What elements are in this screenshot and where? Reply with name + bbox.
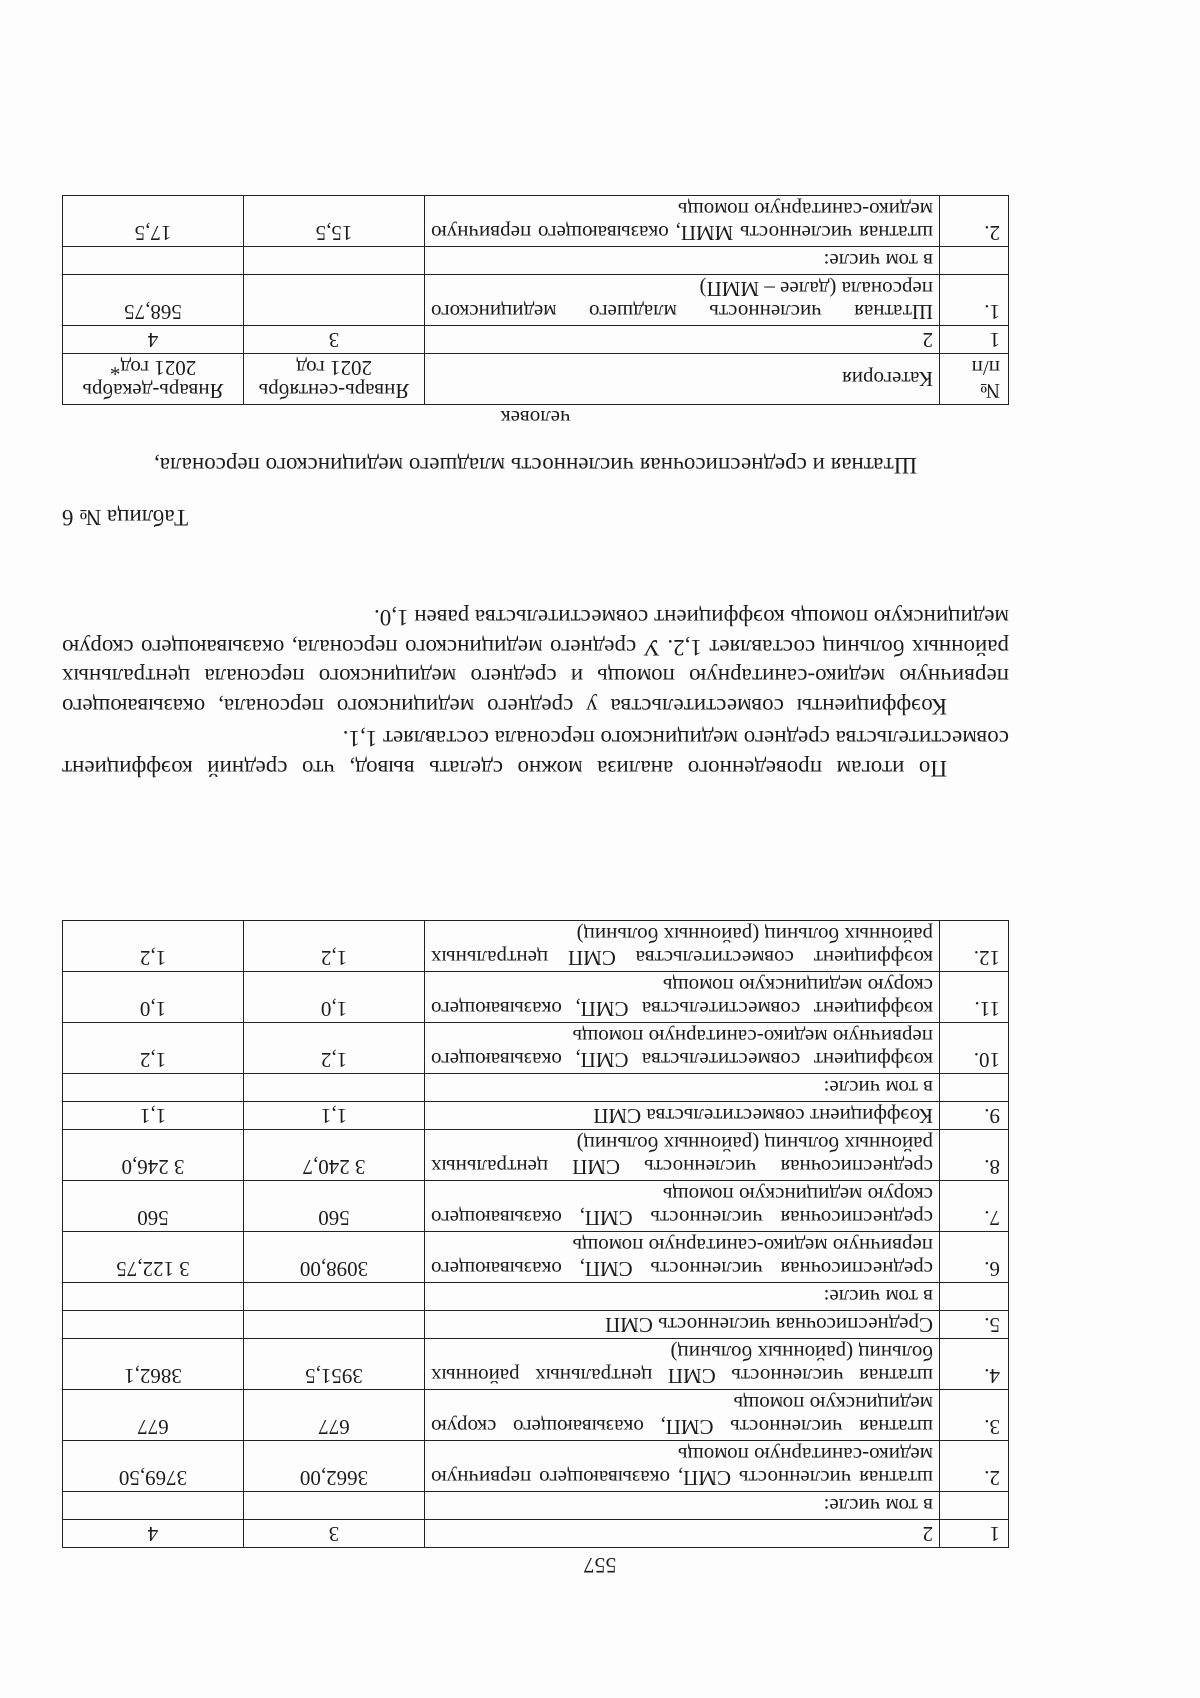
- table-index-row: [63, 326, 1009, 354]
- table-6-label: Таблица № 6: [62, 505, 189, 530]
- category-cell: в том числе:: [425, 1492, 940, 1520]
- row-number-cell: 7.: [940, 1181, 1009, 1232]
- index-cell: 4: [63, 1520, 244, 1548]
- conclusion-paragraph: По итогам проведенного анализа можно сделать вывод, что средний коэффициент совместительства среднего медицинского персонала составляет 1,1.: [62, 726, 1009, 781]
- table-row: [63, 1074, 1009, 1102]
- table-row: [63, 1339, 1009, 1390]
- header-period-2-cell: Январь-декабрь 2021 год*: [63, 354, 244, 405]
- category-cell: штатная численность СМП, оказывающего скорую медицинскую помощь: [425, 1390, 940, 1441]
- category-cell: Коэффициент совместительства СМП: [425, 1102, 940, 1130]
- category-cell: штатная численность СМП, оказывающего первичную медико-санитарную помощь: [425, 1441, 940, 1492]
- value-period-1-cell: 677: [244, 1390, 425, 1441]
- header-period-1-cell: Январь-сентябрь 2021 год: [244, 354, 425, 405]
- row-number-cell: 2.: [940, 196, 1009, 247]
- page-number: 557: [583, 1553, 617, 1578]
- row-number-cell: 11.: [940, 972, 1009, 1023]
- value-period-1-cell: 3 240,7: [244, 1130, 425, 1181]
- header-num-abbrev: п/п: [971, 356, 1000, 380]
- value-period-2-cell: 3862,1: [63, 1339, 244, 1390]
- table-row: [63, 275, 1009, 326]
- category-cell: коэффициент совместительства СМП, оказывающего первичную медико-санитарную помощь: [425, 1023, 940, 1074]
- category-cell: штатная численность ММП, оказывающего первичную медико-санитарную помощь: [425, 196, 940, 247]
- row-number-cell: 3.: [940, 1390, 1009, 1441]
- category-cell: в том числе:: [425, 1283, 940, 1311]
- table-row: [63, 1232, 1009, 1283]
- value-period-2-cell: 568,75: [63, 275, 244, 326]
- value-period-1-cell: 1,0: [244, 972, 425, 1023]
- table-row: [63, 1102, 1009, 1130]
- value-period-2-cell: 3 246,0: [63, 1130, 244, 1181]
- table-6-title: Штатная и среднесписочная численность младшего медицинского персонала,: [154, 453, 917, 478]
- index-cell: 1: [940, 1520, 1009, 1548]
- table-row: [63, 1441, 1009, 1492]
- value-period-2-cell: [63, 1492, 244, 1520]
- header-num-cell: [940, 354, 1009, 405]
- category-cell: коэффициент совместительства СМП центральных районных больниц (районных больниц): [425, 921, 940, 972]
- table-row: [63, 1492, 1009, 1520]
- value-period-1-cell: 15,5: [244, 196, 425, 247]
- coefficients-paragraph: Коэффициенты совместительства у среднего медицинского персонала, оказывающего первичную медико-санитарную помощь и среднего медицинского персонала центральных районных больниц составляет 1,2. У среднего медицинского персонала, оказывающего скорую медицинскую помощь коэффициент совместительства равен 1,0.: [62, 605, 1009, 719]
- value-period-1-cell: 3098,00: [244, 1232, 425, 1283]
- value-period-1-cell: 1,1: [244, 1102, 425, 1130]
- value-period-1-cell: [244, 1311, 425, 1339]
- category-cell: среднесписочная численность СМП центральных районных больниц (районных больниц): [425, 1130, 940, 1181]
- row-number-cell: 2.: [940, 1441, 1009, 1492]
- index-cell: 2: [425, 326, 940, 354]
- index-cell: 1: [940, 326, 1009, 354]
- value-period-2-cell: 3 122,75: [63, 1232, 244, 1283]
- row-number-cell: [940, 1492, 1009, 1520]
- value-period-2-cell: [63, 1074, 244, 1102]
- row-number-cell: [940, 1074, 1009, 1102]
- value-period-2-cell: [63, 247, 244, 275]
- index-cell: 2: [425, 1520, 940, 1548]
- value-period-2-cell: 1,0: [63, 972, 244, 1023]
- value-period-1-cell: [244, 1283, 425, 1311]
- table-row: [63, 1311, 1009, 1339]
- category-cell: среднесписочная численность СМП, оказывающего первичную медико-санитарную помощь: [425, 1232, 940, 1283]
- row-number-cell: 4.: [940, 1339, 1009, 1390]
- category-cell: Среднесписочная численность СМП: [425, 1311, 940, 1339]
- index-cell: 4: [63, 326, 244, 354]
- value-period-2-cell: [63, 1283, 244, 1311]
- row-number-cell: 8.: [940, 1130, 1009, 1181]
- value-period-1-cell: 1,2: [244, 1023, 425, 1074]
- table-row: [63, 196, 1009, 247]
- table-header-row: [63, 354, 1009, 405]
- row-number-cell: [940, 247, 1009, 275]
- table-6-unit: человек: [500, 406, 571, 430]
- junior-staff-table-body: [63, 196, 1009, 405]
- table-index-row: [63, 1520, 1009, 1548]
- value-period-1-cell: 1,2: [244, 921, 425, 972]
- value-period-2-cell: 17,5: [63, 196, 244, 247]
- value-period-2-cell: 3769,50: [63, 1441, 244, 1492]
- value-period-2-cell: 1,1: [63, 1102, 244, 1130]
- value-period-1-cell: [244, 247, 425, 275]
- row-number-cell: 5.: [940, 1311, 1009, 1339]
- value-period-2-cell: 677: [63, 1390, 244, 1441]
- value-period-1-cell: 3951,5: [244, 1339, 425, 1390]
- index-cell: 3: [244, 326, 425, 354]
- row-number-cell: 12.: [940, 921, 1009, 972]
- table-row: [63, 921, 1009, 972]
- table-row: [63, 972, 1009, 1023]
- value-period-2-cell: 1,2: [63, 1023, 244, 1074]
- table-row: [63, 1130, 1009, 1181]
- value-period-1-cell: [244, 275, 425, 326]
- category-cell: коэффициент совместительства СМП, оказывающего скорую медицинскую помощь: [425, 972, 940, 1023]
- table-row: [63, 1390, 1009, 1441]
- value-period-2-cell: 1,2: [63, 921, 244, 972]
- value-period-2-cell: 560: [63, 1181, 244, 1232]
- index-cell: 3: [244, 1520, 425, 1548]
- table-row: [63, 1181, 1009, 1232]
- category-cell: штатная численность СМП центральных районных больниц (районных больниц): [425, 1339, 940, 1390]
- row-number-cell: 10.: [940, 1023, 1009, 1074]
- value-period-1-cell: [244, 1492, 425, 1520]
- row-number-cell: 9.: [940, 1102, 1009, 1130]
- category-cell: среднесписочная численность СМП, оказывающего скорую медицинскую помощь: [425, 1181, 940, 1232]
- row-number-cell: 1.: [940, 275, 1009, 326]
- table-row: [63, 247, 1009, 275]
- staffing-table-body: [63, 921, 1009, 1548]
- value-period-1-cell: [244, 1074, 425, 1102]
- category-cell: в том числе:: [425, 247, 940, 275]
- table-row: [63, 1023, 1009, 1074]
- value-period-1-cell: 560: [244, 1181, 425, 1232]
- staffing-table-continued: [62, 920, 1009, 1548]
- row-number-cell: [940, 1283, 1009, 1311]
- junior-staff-table: [62, 195, 1009, 405]
- table-row: [63, 1283, 1009, 1311]
- value-period-1-cell: 3662,00: [244, 1441, 425, 1492]
- value-period-2-cell: [63, 1311, 244, 1339]
- category-cell: в том числе:: [425, 1074, 940, 1102]
- category-cell: Штатная численность младшего медицинского персонала (далее – ММП): [425, 275, 940, 326]
- row-number-cell: 6.: [940, 1232, 1009, 1283]
- header-num-symbol: №: [979, 379, 1000, 403]
- header-category-cell: Категория: [425, 354, 940, 405]
